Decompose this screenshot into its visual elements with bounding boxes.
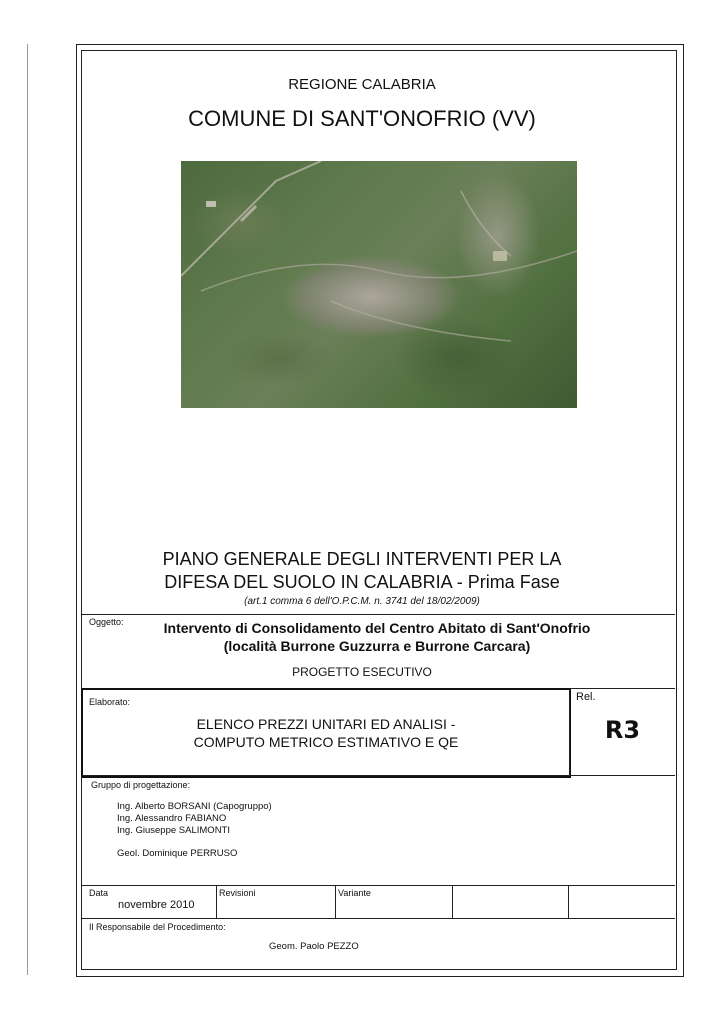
revisioni-label: Revisioni bbox=[219, 888, 256, 898]
data-value: novembre 2010 bbox=[118, 899, 195, 911]
plan-reference: (art.1 comma 6 dell'O.P.C.M. n. 3741 del 18/02/2009) bbox=[244, 596, 480, 607]
divider-gruppo bbox=[82, 775, 675, 776]
elaborato-label: Elaborato: bbox=[89, 697, 131, 707]
project-phase: PROGETTO ESECUTIVO bbox=[292, 665, 432, 679]
rel-label: Rel. bbox=[576, 691, 596, 703]
gruppo-member-2: Ing. Alessandro FABIANO bbox=[117, 813, 227, 824]
variante-label: Variante bbox=[338, 888, 371, 898]
elaborato-box bbox=[81, 688, 571, 778]
elaborato-line1: ELENCO PREZZI UNITARI ED ANALISI - bbox=[196, 716, 456, 732]
gruppo-member-3: Ing. Giuseppe SALIMONTI bbox=[117, 825, 230, 836]
municipality-title: COMUNE DI SANT'ONOFRIO (VV) bbox=[188, 106, 536, 131]
footer-row-divider bbox=[82, 918, 675, 919]
aerial-photo-roads bbox=[181, 161, 577, 408]
gruppo-member-1: Ing. Alberto BORSANI (Capogruppo) bbox=[117, 801, 272, 812]
divider-oggetto bbox=[82, 614, 675, 615]
responsabile-name: Geom. Paolo PEZZO bbox=[269, 941, 359, 952]
margin-line bbox=[27, 44, 28, 975]
responsabile-label: Il Responsabile del Procedimento: bbox=[89, 922, 226, 932]
oggetto-line1: Intervento di Consolidamento del Centro Abitato di Sant'Onofrio bbox=[163, 620, 591, 636]
rel-code: R3 bbox=[604, 716, 641, 744]
divider-footer bbox=[82, 885, 675, 886]
gruppo-label: Gruppo di progettazione: bbox=[91, 780, 191, 790]
footer-col-3 bbox=[452, 885, 453, 918]
oggetto-line2: (località Burrone Guzzurra e Burrone Carcara) bbox=[223, 638, 531, 654]
region-title: REGIONE CALABRIA bbox=[288, 76, 436, 93]
elaborato-line2: COMPUTO METRICO ESTIMATIVO E QE bbox=[193, 734, 459, 750]
plan-title-line1: PIANO GENERALE DEGLI INTERVENTI PER LA bbox=[162, 549, 562, 569]
aerial-photo bbox=[181, 161, 577, 408]
plan-title-line2: DIFESA DEL SUOLO IN CALABRIA - Prima Fase bbox=[164, 572, 560, 592]
gruppo-geologist: Geol. Dominique PERRUSO bbox=[117, 848, 238, 859]
footer-col-1 bbox=[216, 885, 217, 918]
footer-col-4 bbox=[568, 885, 569, 918]
oggetto-label: Oggetto: bbox=[89, 617, 124, 627]
footer-col-2 bbox=[335, 885, 336, 918]
data-label: Data bbox=[89, 888, 109, 898]
